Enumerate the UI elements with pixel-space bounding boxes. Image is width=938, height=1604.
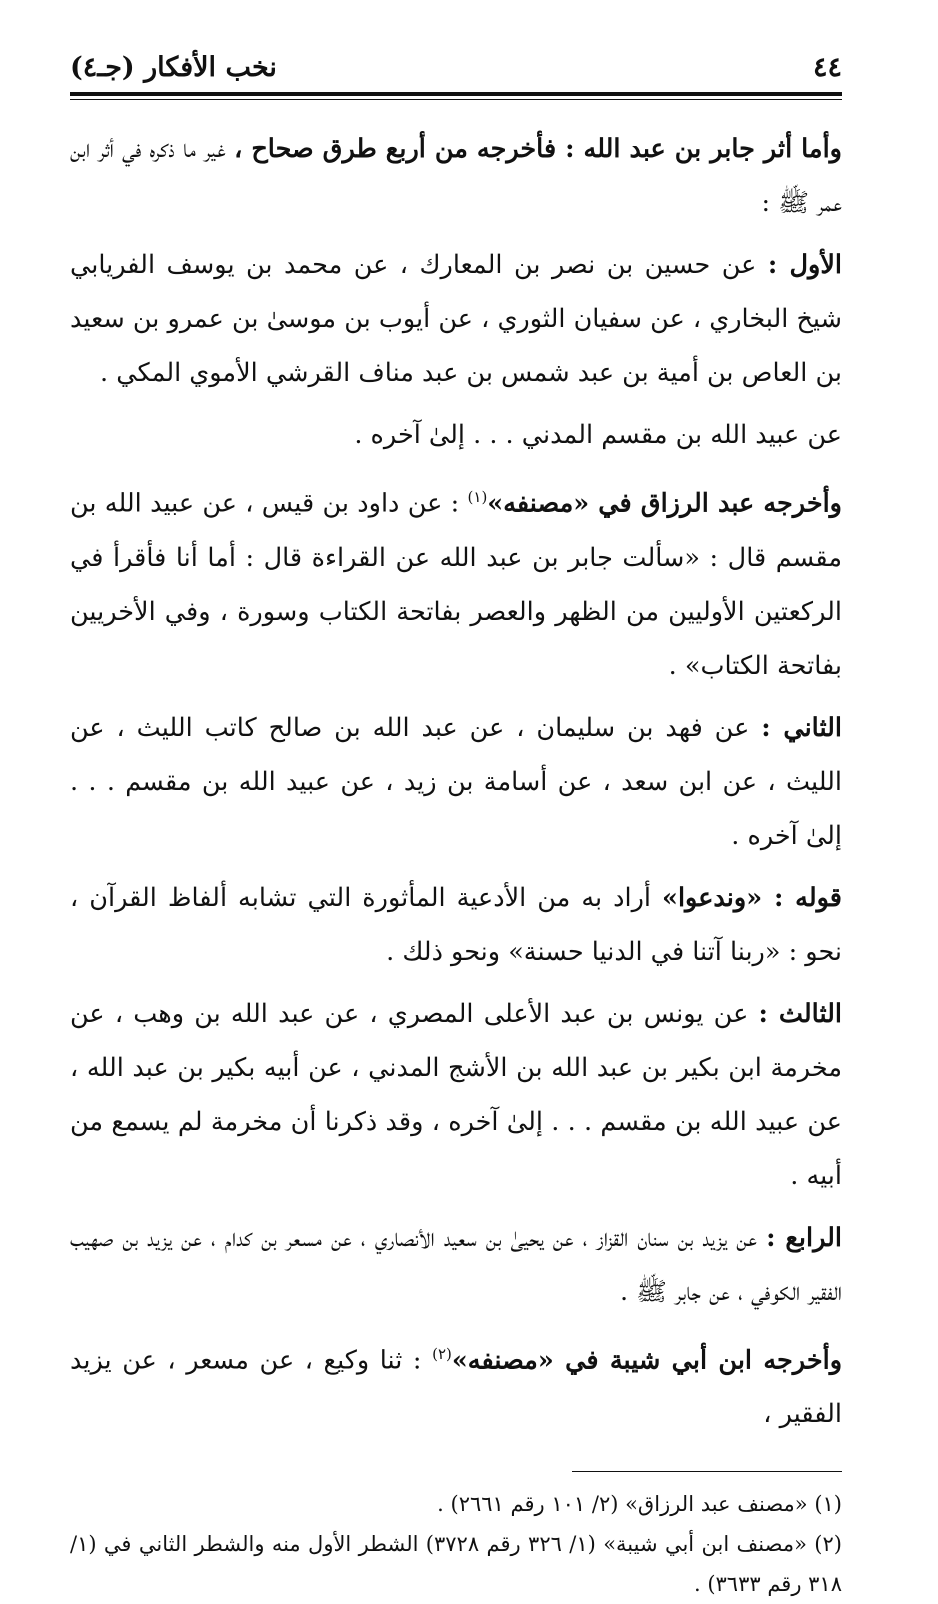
running-header — [70, 48, 842, 88]
book-title: نخب الأفكار (جـ٤) — [70, 52, 277, 83]
footnote: (١) «مصنف عبد الرزاق» (٢/ ١٠١ رقم ٢٦٦١) . — [437, 1492, 842, 1516]
text-segment: عن يونس بن عبد الأعلى المصري ، عن عبد الله بن وهب ، عن مخرمة ابن بكير بن عبد الله بن الأشج المدني ، عن أبيه بكير بن عبد الله ، عن عبيد الله بن مقسم . . . إلىٰ آخره ، وقد ذكرنا أن مخرمة لم يسمع من أبيه . — [70, 998, 842, 1191]
main-text — [70, 122, 842, 1441]
page — [70, 48, 842, 1604]
paragraph — [70, 1211, 842, 1319]
text-segment: عن عبيد الله بن مقسم المدني . . . إلىٰ آخره . — [354, 420, 842, 450]
bold-lead: الرابع : — [766, 1222, 843, 1253]
page-number: ٤٤ — [812, 52, 842, 83]
text-segment: غير ما ذكره في أثر ابن عمر ﷺ : — [70, 134, 842, 218]
footnote-marker: (٢) — [432, 1344, 452, 1363]
header-rule-thin — [70, 99, 842, 100]
bold-lead: الثالث : — [758, 998, 842, 1029]
text-segment: أراد به من الأدعية المأثورة التي تشابه ألفاظ القرآن ، نحو : «ربنا آتنا في الدنيا حسنة» ونحو ذلك . — [70, 882, 842, 967]
paragraph — [70, 122, 842, 230]
text-segment: : ثنا وكيع ، عن مسعر ، عن يزيد الفقير ، — [70, 1345, 842, 1429]
footnote-separator — [572, 1471, 842, 1472]
paragraph — [70, 470, 842, 693]
paragraph — [70, 408, 842, 462]
bold-lead: وأما أثر جابر بن عبد الله : فأخرجه من أربع طرق صحاح ، — [234, 134, 842, 164]
paragraph — [70, 987, 842, 1203]
text-segment: : عن داود بن قيس ، عن عبيد الله بن مقسم قال : «سألت جابر بن عبد الله عن القراءة قال : أما أنا فأقرأ في الركعتين الأوليين من الظهر والعصر بفاتحة الكتاب وسورة ، وفي الأخريين بفاتحة الكتاب» . — [70, 488, 842, 681]
footnotes — [70, 1484, 842, 1604]
paragraph — [70, 238, 842, 400]
bold-lead: وأخرجه ابن أبي شيبة في «مصنفه» — [451, 1345, 843, 1375]
bold-lead: الأول : — [767, 250, 842, 280]
header-rule — [70, 92, 842, 96]
bold-lead: الثاني : — [761, 712, 842, 743]
bold-lead: قوله : «وندعوا» — [662, 882, 842, 913]
footnote-marker: (١) — [467, 488, 488, 506]
paragraph — [70, 701, 842, 863]
text-segment: عن حسين بن نصر بن المعارك ، عن محمد بن يوسف الفريابي شيخ البخاري ، عن سفيان الثوري ، عن أيوب بن موسىٰ بن عمرو بن سعيد بن العاص بن أمية بن عبد شمس بن عبد مناف القرشي الأموي المكي . — [70, 250, 842, 388]
text-segment: عن يزيد بن سنان القزاز ، عن يحيىٰ بن سعيد الأنصاري ، عن مسعر بن كدام ، عن يزيد بن صهيب الفقير الكوفي ، عن جابر ﷺ . — [70, 1222, 842, 1307]
paragraph — [70, 871, 842, 979]
paragraph — [70, 1327, 842, 1442]
text-segment: عن فهد بن سليمان ، عن عبد الله بن صالح كاتب الليث ، عن الليث ، عن ابن سعد ، عن أسامة بن زيد ، عن عبيد الله بن مقسم . . . إلىٰ آخره . — [70, 712, 842, 851]
footnote: (٢) «مصنف ابن أبي شيبة» (١/ ٣٢٦ رقم ٣٧٢٨) الشطر الأول منه والشطر الثاني في (١/ ٣١٨ رقم ٣٦٣٣) . — [70, 1532, 842, 1596]
bold-lead: وأخرجه عبد الرزاق في «مصنفه» — [487, 488, 842, 519]
